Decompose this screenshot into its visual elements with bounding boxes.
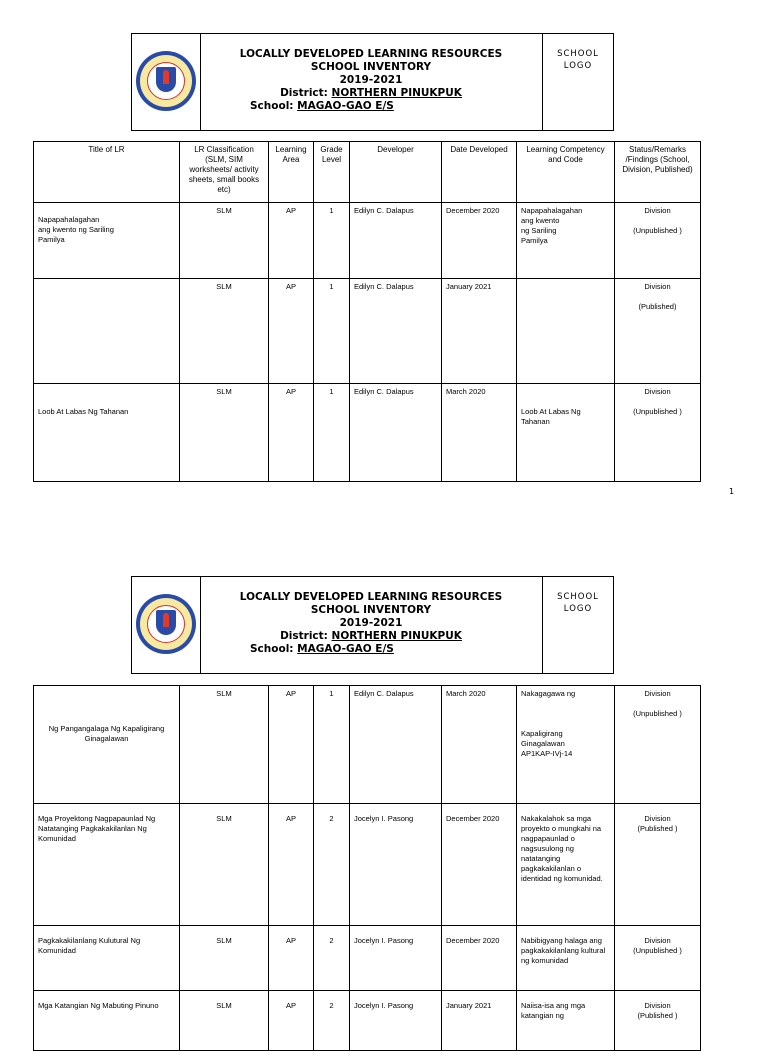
lr-classification: SLM (180, 991, 269, 1051)
document-header (230, 48, 512, 113)
lr-classification: SLM (180, 804, 269, 926)
column-header: Developer (350, 142, 442, 203)
lr-classification: SLM (180, 384, 269, 482)
developer: Edilyn C. Dalapus (350, 203, 442, 279)
column-header: Learning Area (269, 142, 314, 203)
competency: Nakagagawa ng Kapaligirang Ginagalawan AP1KAP-IVj-14 (517, 686, 615, 804)
column-header: LR Classification (SLM, SIM worksheets/ activity sheets, small books etc) (180, 142, 269, 203)
learning-area: AP (269, 279, 314, 384)
date-developed: March 2020 (442, 686, 517, 804)
header-year: 2019-2021 (339, 74, 403, 86)
learning-area: AP (269, 926, 314, 991)
competency: Naiisa-isa ang mga katangian ng (517, 991, 615, 1051)
table-row (34, 279, 701, 384)
lr-title: Ng Pangangalaga Ng Kapaligirang Ginagalawan (34, 686, 180, 804)
date-developed: January 2021 (442, 279, 517, 384)
competency: Napapahalagahan ang kwento ng Sariling Pamilya (517, 203, 615, 279)
district-line: District: NORTHERN PINUKPUK (280, 630, 462, 642)
developer: Edilyn C. Dalapus (350, 279, 442, 384)
table-row (34, 991, 701, 1051)
lr-title (34, 279, 180, 384)
status: Division (Unpublished ) (615, 686, 701, 804)
status: Division (Published) (615, 279, 701, 384)
inventory-table (33, 685, 701, 1051)
developer: Jocelyn I. Pasong (350, 926, 442, 991)
page-number: 1 (729, 487, 735, 496)
lr-classification: SLM (180, 686, 269, 804)
grade-level: 1 (314, 384, 350, 482)
lr-classification: SLM (180, 926, 269, 991)
table-row (34, 203, 701, 279)
table-row (34, 686, 701, 804)
developer: Edilyn C. Dalapus (350, 686, 442, 804)
deped-seal-icon (136, 51, 196, 111)
status: Division (Unpublished ) (615, 384, 701, 482)
school-logo-box: SCHOOL LOGO (542, 576, 614, 674)
learning-area: AP (269, 203, 314, 279)
developer: Edilyn C. Dalapus (350, 384, 442, 482)
lr-classification: SLM (180, 203, 269, 279)
lr-title: Mga Proyektong Nagpapaunlad Ng Natatanging Pagkakakilanlan Ng Komunidad (34, 804, 180, 926)
grade-level: 1 (314, 203, 350, 279)
header-subtitle: SCHOOL INVENTORY (310, 604, 432, 616)
status: Division (Published ) (615, 804, 701, 926)
lr-title: Loob At Labas Ng Tahanan (34, 384, 180, 482)
header-title: LOCALLY DEVELOPED LEARNING RESOURCES (239, 48, 503, 60)
column-header: Date Developed (442, 142, 517, 203)
lr-classification: SLM (180, 279, 269, 384)
header-title: LOCALLY DEVELOPED LEARNING RESOURCES (239, 591, 503, 603)
status: Division (Unpublished ) (615, 926, 701, 991)
grade-level: 2 (314, 926, 350, 991)
developer: Jocelyn I. Pasong (350, 804, 442, 926)
table-header-row (34, 142, 701, 203)
learning-area: AP (269, 384, 314, 482)
date-developed: March 2020 (442, 384, 517, 482)
school-line: School: MAGAO-GAO E/S (250, 100, 394, 112)
lr-title: Napapahalagahan ang kwento ng Sariling Pamilya (34, 203, 180, 279)
competency (517, 279, 615, 384)
document-header (230, 591, 512, 656)
column-header: Status/Remarks /Findings (School, Division, Published) (615, 142, 701, 203)
learning-area: AP (269, 991, 314, 1051)
inventory-table (33, 141, 701, 482)
school-logo-box: SCHOOL LOGO (542, 33, 614, 131)
status: Division (Published ) (615, 991, 701, 1051)
district-line: District: NORTHERN PINUKPUK (280, 87, 462, 99)
date-developed: December 2020 (442, 804, 517, 926)
school-line: School: MAGAO-GAO E/S (250, 643, 394, 655)
table-row (34, 804, 701, 926)
competency: Loob At Labas Ng Tahanan (517, 384, 615, 482)
grade-level: 1 (314, 279, 350, 384)
column-header: Grade Level (314, 142, 350, 203)
table-row (34, 384, 701, 482)
competency: Nakakalahok sa mga proyekto o mungkahi na nagpapaunlad o nagsusulong ng natatanging pagkakakilanlan o identidad ng komunidad. (517, 804, 615, 926)
status: Division (Unpublished ) (615, 203, 701, 279)
lr-title: Mga Katangian Ng Mabuting Pinuno (34, 991, 180, 1051)
grade-level: 2 (314, 804, 350, 926)
lr-title: Pagkakakilanlang Kulutural Ng Komunidad (34, 926, 180, 991)
grade-level: 2 (314, 991, 350, 1051)
date-developed: December 2020 (442, 203, 517, 279)
learning-area: AP (269, 686, 314, 804)
competency: Nabibigyang halaga ang pagkakakilanlang kultural ng komunidad (517, 926, 615, 991)
date-developed: December 2020 (442, 926, 517, 991)
date-developed: January 2021 (442, 991, 517, 1051)
learning-area: AP (269, 804, 314, 926)
grade-level: 1 (314, 686, 350, 804)
column-header: Title of LR (34, 142, 180, 203)
developer: Jocelyn I. Pasong (350, 991, 442, 1051)
column-header: Learning Competency and Code (517, 142, 615, 203)
header-year: 2019-2021 (339, 617, 403, 629)
header-subtitle: SCHOOL INVENTORY (310, 61, 432, 73)
deped-seal-icon (136, 594, 196, 654)
table-row (34, 926, 701, 991)
